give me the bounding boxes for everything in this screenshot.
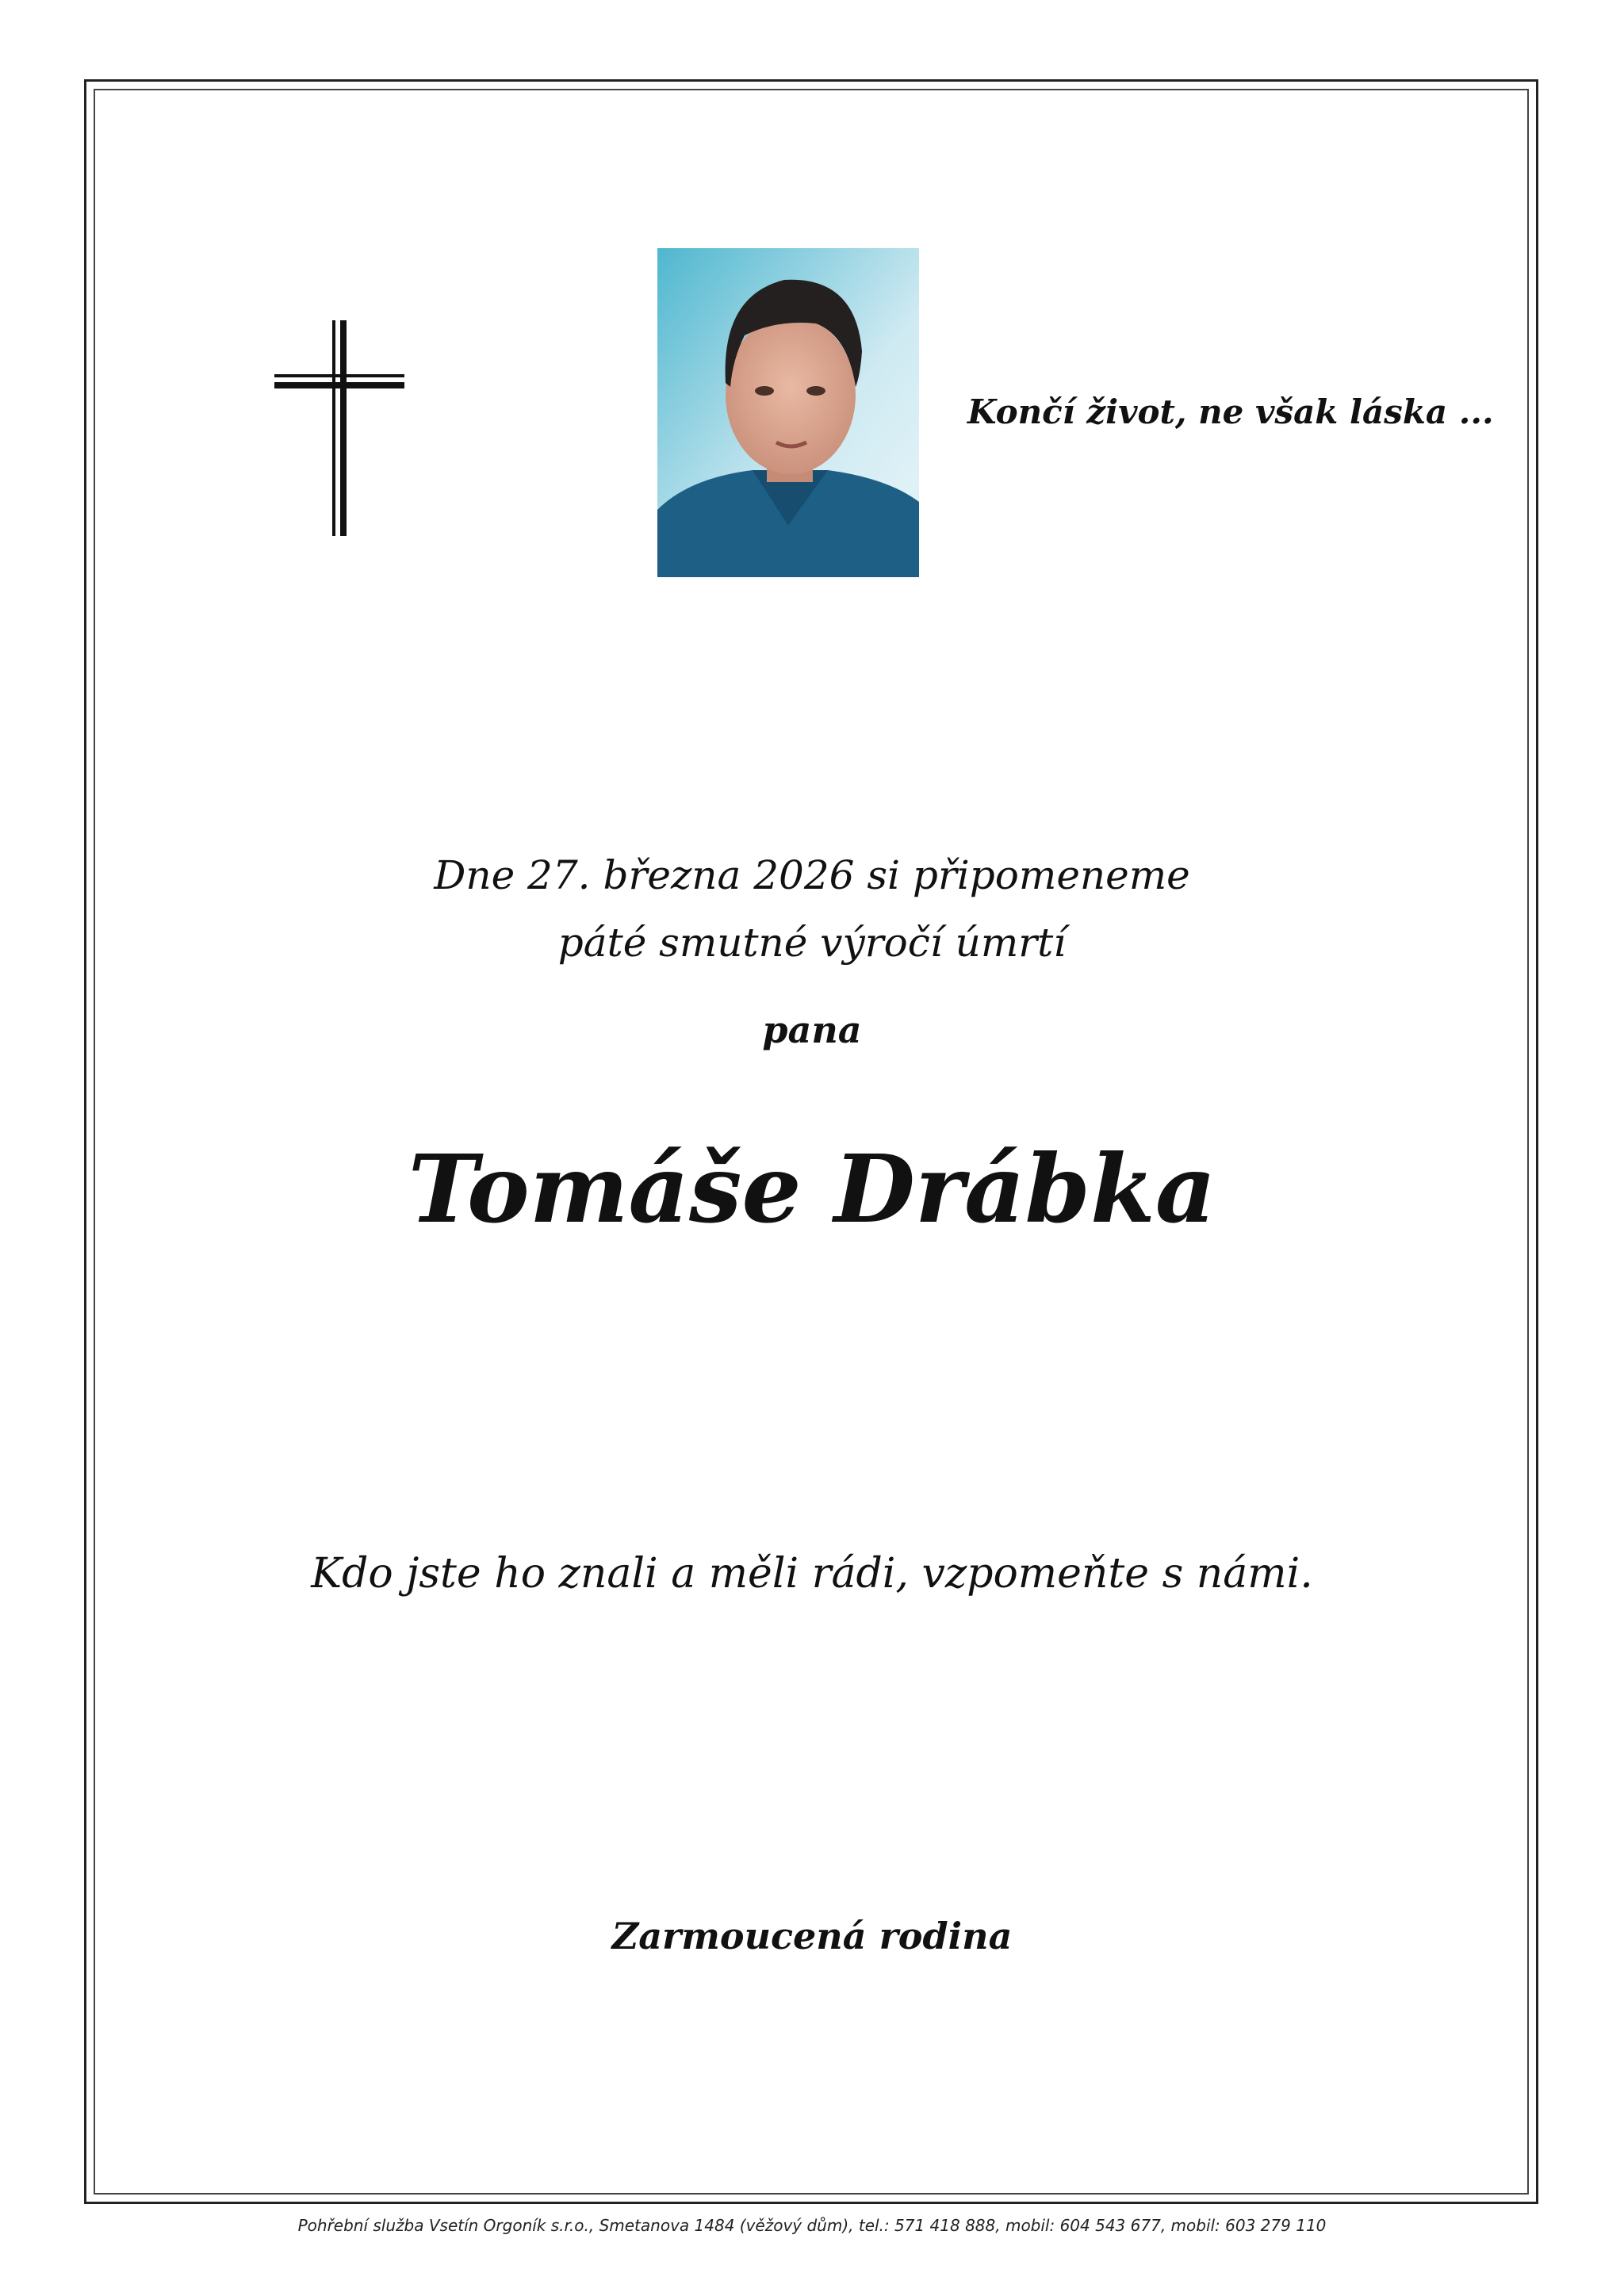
footer-contact: Pohřební služba Vsetín Orgoník s.r.o., Smetanova 1484 (věžový dům), tel.: 571 418 888, mobil: 604 543 677, mobil: 603 279 110	[297, 2216, 1327, 2235]
portrait-photo	[657, 248, 919, 577]
announcement-line-1: Dne 27. března 2026 si připomeneme	[434, 852, 1190, 898]
salutation: pana	[762, 1008, 862, 1051]
cross-icon	[274, 320, 404, 536]
deceased-name: Tomáše Drábka	[408, 1134, 1216, 1244]
invitation-text: Kdo jste ho znali a měli rádi, vzpomeňte s námi.	[311, 1550, 1313, 1598]
signature: Zarmoucená rodina	[611, 1915, 1013, 1957]
motto: Končí život, ne však láska ...	[967, 392, 1494, 431]
announcement-line-2: páté smutné výročí úmrtí	[557, 920, 1067, 966]
